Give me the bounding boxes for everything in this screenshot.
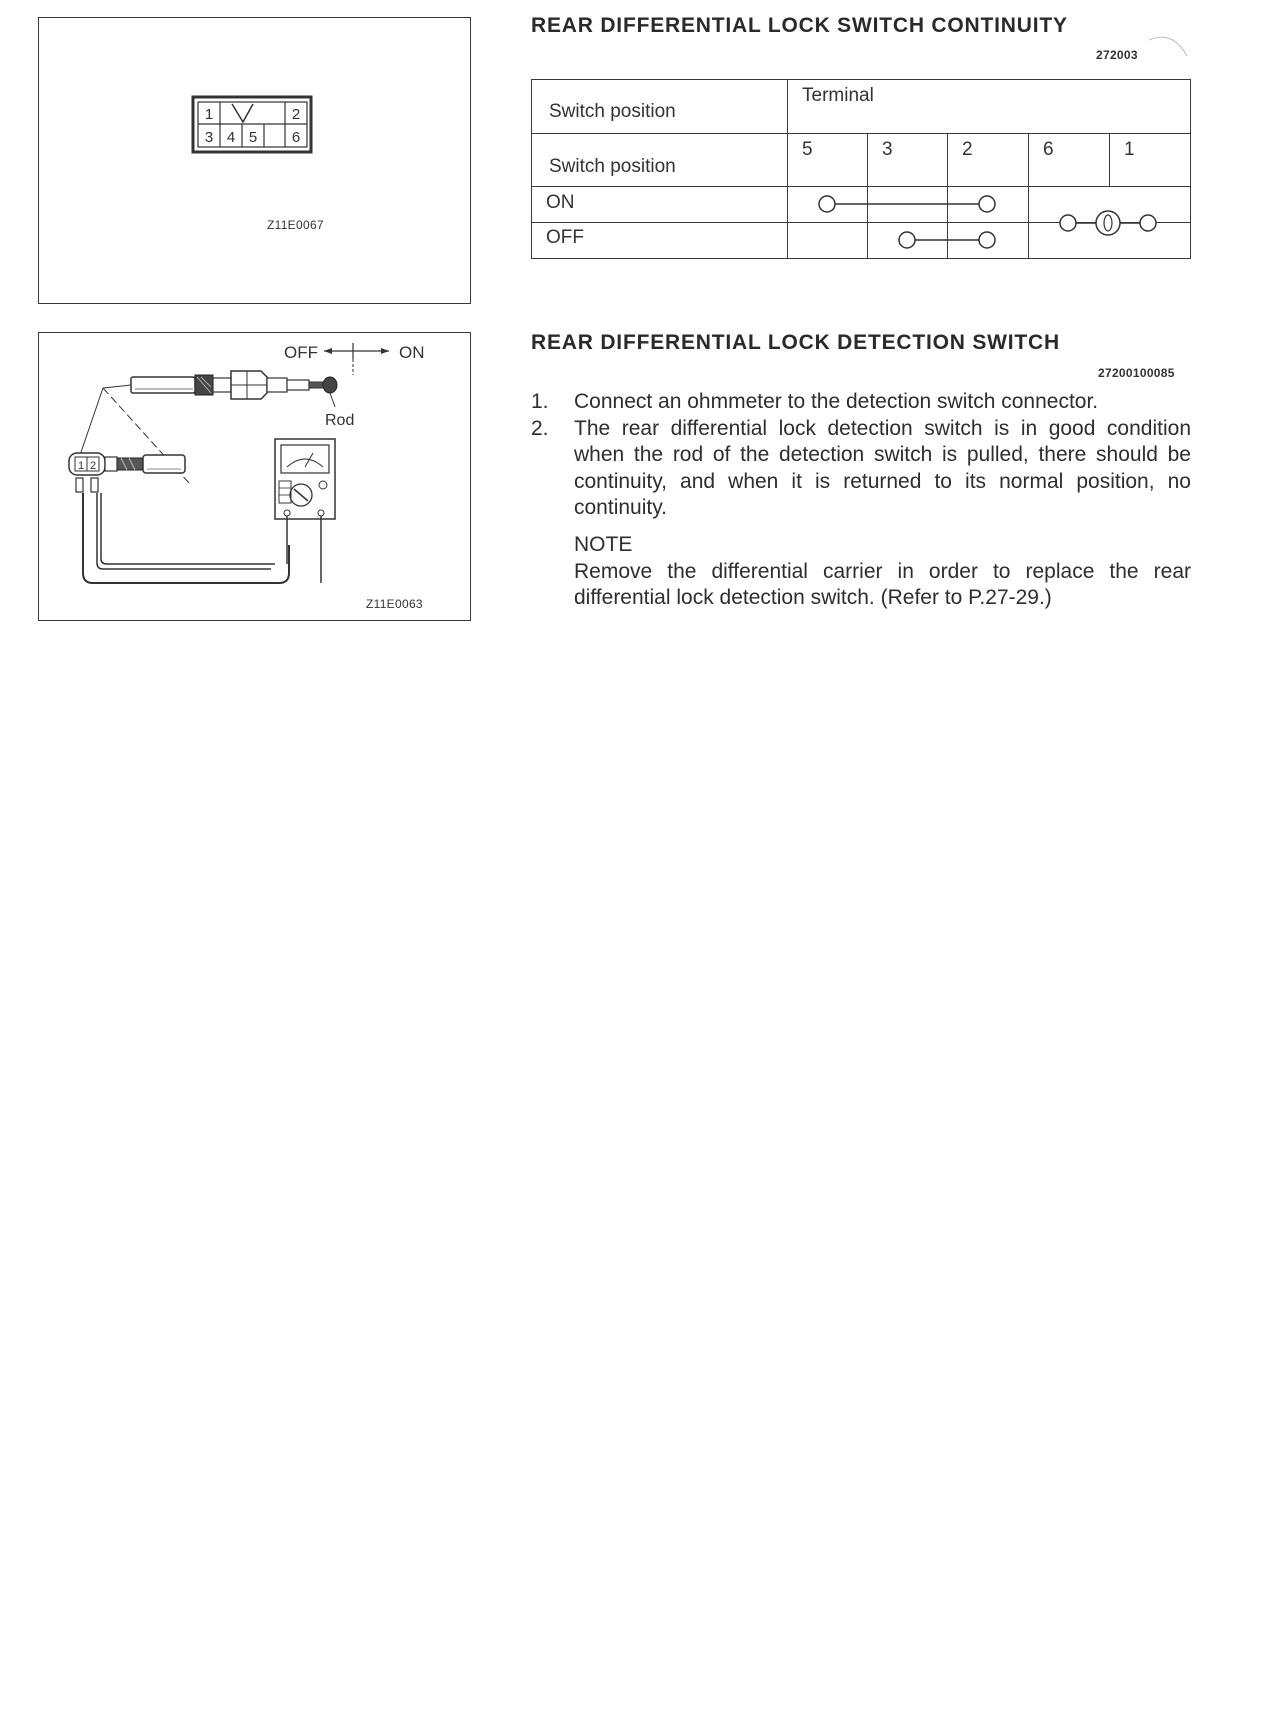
header-terminal: Terminal — [802, 85, 874, 106]
header-switch-position: Switch position — [549, 101, 676, 122]
terminal-1: 1 — [1124, 139, 1135, 160]
detection-switch-figure — [38, 332, 471, 621]
note-block — [574, 532, 1191, 612]
row-on-label: ON — [546, 192, 575, 213]
connector-pin-3: 3 — [204, 129, 214, 146]
connector-pin-1: 1 — [204, 106, 214, 123]
section-heading: REAR DIFFERENTIAL LOCK SWITCH CONTINUITY — [531, 14, 1068, 37]
connector-pin-5: 5 — [248, 129, 258, 146]
connector-diagram — [39, 18, 472, 305]
terminal-2: 2 — [962, 139, 973, 160]
step-item — [531, 389, 1191, 416]
terminal-3: 3 — [882, 139, 893, 160]
section-code: 272003 — [1096, 48, 1138, 62]
off-label: OFF — [284, 343, 318, 362]
step-text: The rear differential lock detection switch is in good condition when the rod of the detection switch is pulled, there should be continuity, and when it is returned to its normal position, no continuity. — [574, 416, 1191, 519]
step-text: Connect an ohmmeter to the detection switch connector. — [574, 390, 1099, 413]
subheader-switch-position: Switch position — [549, 156, 676, 177]
section-code: 27200100085 — [1098, 366, 1175, 380]
harness-pin-2: 2 — [89, 460, 97, 472]
harness-pin-1: 1 — [77, 460, 85, 472]
rod-label: Rod — [325, 412, 355, 429]
step-number: 1. — [531, 390, 549, 413]
corner-fold-mark — [1147, 32, 1192, 82]
terminal-5: 5 — [802, 139, 813, 160]
continuity-symbols — [532, 80, 1192, 260]
note-label: NOTE — [574, 533, 633, 556]
row-off-label: OFF — [546, 227, 584, 248]
connector-figure — [38, 17, 471, 304]
continuity-table — [531, 79, 1191, 259]
figure-code: Z11E0067 — [267, 218, 324, 232]
step-item — [531, 416, 1191, 522]
step-number: 2. — [531, 416, 549, 440]
note-text: Remove the differential carrier in order to replace the rear differential lock detection switch. (Refer to P.27-29.) — [574, 559, 1191, 609]
terminal-6: 6 — [1043, 139, 1054, 160]
procedure-steps — [531, 389, 1191, 522]
connector-pin-4: 4 — [226, 129, 236, 146]
on-label: ON — [399, 343, 425, 362]
connector-pin-2: 2 — [291, 106, 301, 123]
figure-code: Z11E0063 — [366, 597, 423, 611]
section-heading: REAR DIFFERENTIAL LOCK DETECTION SWITCH — [531, 331, 1060, 354]
connector-pin-6: 6 — [291, 129, 301, 146]
detection-switch-diagram — [39, 333, 472, 622]
